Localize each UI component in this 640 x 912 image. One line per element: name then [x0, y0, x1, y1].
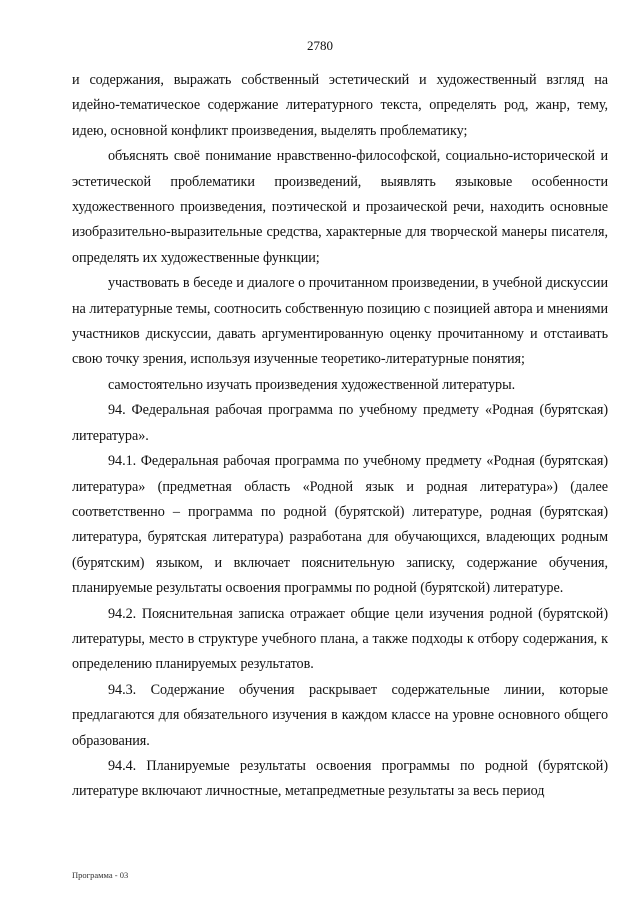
- paragraph-explain: объяснять своё понимание нравственно-философской, социально-исторической и эстетической проблематики произведений, выявлять языковые особенности художественного произведения, поэтической и прозаической речи, находить основные изобразительно-выразительные средства, характерные для творческой манеры писателя, определять их художественные функции;: [72, 148, 608, 266]
- paragraph-participate: участвовать в беседе и диалоге о прочитанном произведении, в учебной дискуссии на литературные темы, соотносить собственную позицию с позицией автора и мнениями участников дискуссии, давать аргументированную оценку прочитанному и отстаивать свою точку зрения, используя изученные теоретико-литературные понятия;: [72, 275, 608, 368]
- body-text: [72, 68, 608, 805]
- paragraph-section-94-3: 94.3. Содержание обучения раскрывает содержательные линии, которые предлагаются для обязательного изучения в каждом классе на уровне основного общего образования.: [72, 681, 608, 749]
- footer-label: Программа - 03: [72, 870, 129, 880]
- paragraph-self-study: самостоятельно изучать произведения художественной литературы.: [108, 376, 516, 393]
- paragraph-section-94-1: 94.1. Федеральная рабочая программа по учебному предмету «Родная (бурятская) литература» (предметная область «Родной язык и родная литература») (далее соответственно – программа по родной (бурятской) литературе, родная (бурятская) литература, бурятская литература) разработана для обучающихся, владеющих родным (бурятским) языком, и включает пояснительную записку, содержание обучения, планируемые результаты освоения программы по родной (бурятской) литературе.: [72, 453, 608, 597]
- paragraph-section-94-4: 94.4. Планируемые результаты освоения программы по родной (бурятской) литературе включают личностные, метапредметные результаты за весь период: [72, 757, 608, 800]
- paragraph-section-94: 94. Федеральная рабочая программа по учебному предмету «Родная (бурятская) литература».: [72, 402, 608, 444]
- paragraph-content-continuation: и содержания, выражать собственный эстетический и художественный взгляд на идейно-тематическое содержание литературного текста, определять род, жанр, тему, идею, основной конфликт произведения, выделять проблематику;: [72, 72, 608, 139]
- paragraph-section-94-2: 94.2. Пояснительная записка отражает общие цели изучения родной (бурятской) литературы, место в структуре учебного плана, а также подходы к отбору содержания, к определению планируемых результатов.: [72, 605, 608, 673]
- page-number: 2780: [307, 38, 333, 53]
